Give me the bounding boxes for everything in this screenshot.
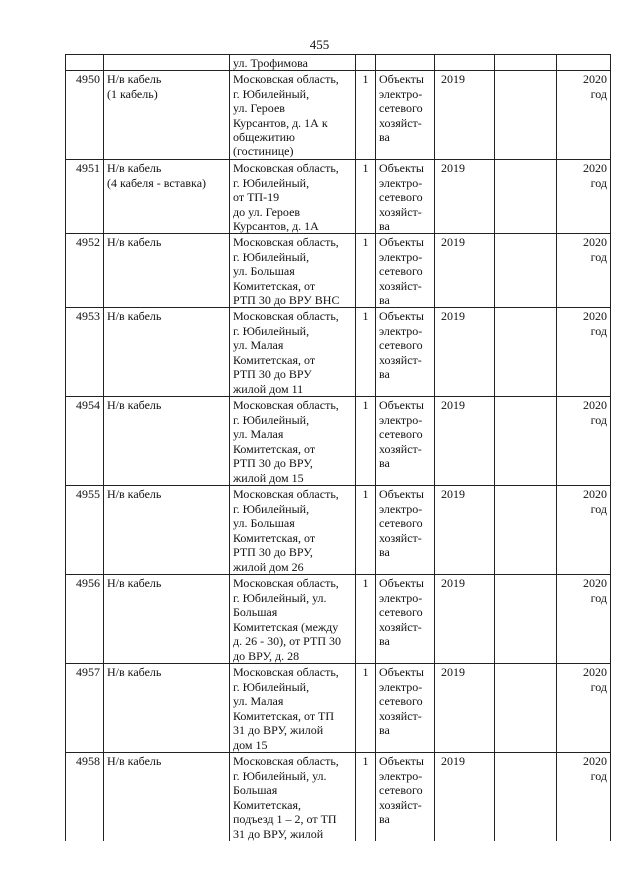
cell-address: Московская область, г. Юбилейный, ул. Героев Курсантов, д. 1А к общежитию (гостинице) (230, 71, 356, 160)
table-row (66, 308, 611, 397)
cell-year: 2019 (435, 397, 495, 486)
cell-year: 2019 (435, 234, 495, 308)
cell-number: 4956 (66, 575, 104, 664)
cell-name: Н/в кабель (104, 753, 230, 842)
cell-number: 4957 (66, 664, 104, 753)
cell-year (435, 55, 495, 71)
table-row (66, 71, 611, 160)
cell-number: 4955 (66, 486, 104, 575)
cell-number: 4953 (66, 308, 104, 397)
cell-term: 2020 год (557, 234, 611, 308)
cell-name: Н/в кабель (104, 486, 230, 575)
cell-blank (495, 234, 557, 308)
cell-number: 4954 (66, 397, 104, 486)
cell-term (557, 55, 611, 71)
cell-term: 2020 год (557, 160, 611, 234)
table-row (66, 397, 611, 486)
cell-name: Н/в кабель (1 кабель) (104, 71, 230, 160)
cell-blank (495, 753, 557, 842)
cell-term: 2020 год (557, 71, 611, 160)
cell-term: 2020 год (557, 397, 611, 486)
table-row-continuation (66, 55, 611, 71)
cell-term: 2020 год (557, 575, 611, 664)
cell-term: 2020 год (557, 486, 611, 575)
cell-year: 2019 (435, 664, 495, 753)
cell-number (66, 55, 104, 71)
cell-quantity: 1 (356, 575, 376, 664)
table-row (66, 753, 611, 842)
cell-year: 2019 (435, 308, 495, 397)
cell-name (104, 55, 230, 71)
cell-kind: Объекты электро- сетевого хозяйст- ва (376, 160, 435, 234)
cell-year: 2019 (435, 575, 495, 664)
cell-kind: Объекты электро- сетевого хозяйст- ва (376, 664, 435, 753)
cell-name: Н/в кабель (104, 575, 230, 664)
cell-address: ул. Трофимова (230, 55, 356, 71)
cell-name: Н/в кабель (104, 234, 230, 308)
cell-blank (495, 397, 557, 486)
table-row (66, 664, 611, 753)
cell-address: Московская область, г. Юбилейный, ул. Малая Комитетская, от РТП 30 до ВРУ, жилой дом 15 (230, 397, 356, 486)
cell-quantity: 1 (356, 308, 376, 397)
cell-kind (376, 55, 435, 71)
cell-number: 4950 (66, 71, 104, 160)
cell-year: 2019 (435, 160, 495, 234)
cell-address: Московская область, г. Юбилейный, от ТП-19 до ул. Героев Курсантов, д. 1А (230, 160, 356, 234)
cell-quantity: 1 (356, 486, 376, 575)
cell-quantity (356, 55, 376, 71)
cell-blank (495, 55, 557, 71)
cell-quantity: 1 (356, 753, 376, 842)
cell-address: Московская область, г. Юбилейный, ул. Большая Комитетская, от РТП 30 до ВРУ, жилой дом 26 (230, 486, 356, 575)
table-row (66, 486, 611, 575)
cell-year: 2019 (435, 71, 495, 160)
cell-kind: Объекты электро- сетевого хозяйст- ва (376, 753, 435, 842)
cell-kind: Объекты электро- сетевого хозяйст- ва (376, 234, 435, 308)
table-row (66, 575, 611, 664)
cell-quantity: 1 (356, 160, 376, 234)
cell-address: Московская область, г. Юбилейный, ул. Большая Комитетская (между д. 26 - 30), от РТП 30 до ВРУ, д. 28 (230, 575, 356, 664)
cell-blank (495, 71, 557, 160)
cell-blank (495, 160, 557, 234)
cell-blank (495, 664, 557, 753)
cell-quantity: 1 (356, 664, 376, 753)
cell-address: Московская область, г. Юбилейный, ул. Большая Комитетская, подъезд 1 – 2, от ТП 31 до ВРУ, жилой (230, 753, 356, 842)
table-row (66, 234, 611, 308)
cell-term: 2020 год (557, 308, 611, 397)
cell-blank (495, 575, 557, 664)
cell-name: Н/в кабель (104, 308, 230, 397)
cell-name: Н/в кабель (4 кабеля - вставка) (104, 160, 230, 234)
cell-quantity: 1 (356, 234, 376, 308)
cell-kind: Объекты электро- сетевого хозяйст- ва (376, 575, 435, 664)
cell-term: 2020 год (557, 664, 611, 753)
cell-quantity: 1 (356, 71, 376, 160)
cell-address: Московская область, г. Юбилейный, ул. Малая Комитетская, от ТП 31 до ВРУ, жилой дом 15 (230, 664, 356, 753)
cell-blank (495, 486, 557, 575)
cell-blank (495, 308, 557, 397)
cell-kind: Объекты электро- сетевого хозяйст- ва (376, 486, 435, 575)
cell-term: 2020 год (557, 753, 611, 842)
cell-quantity: 1 (356, 397, 376, 486)
cell-address: Московская область, г. Юбилейный, ул. Малая Комитетская, от РТП 30 до ВРУ жилой дом 11 (230, 308, 356, 397)
cell-name: Н/в кабель (104, 397, 230, 486)
cell-year: 2019 (435, 753, 495, 842)
table-row (66, 160, 611, 234)
cell-kind: Объекты электро- сетевого хозяйст- ва (376, 71, 435, 160)
cell-name: Н/в кабель (104, 664, 230, 753)
cell-number: 4952 (66, 234, 104, 308)
cell-number: 4951 (66, 160, 104, 234)
cell-kind: Объекты электро- сетевого хозяйст- ва (376, 308, 435, 397)
cell-kind: Объекты электро- сетевого хозяйст- ва (376, 397, 435, 486)
page-number: 455 (309, 37, 330, 52)
cell-address: Московская область, г. Юбилейный, ул. Большая Комитетская, от РТП 30 до ВРУ ВНС (230, 234, 356, 308)
cell-number: 4958 (66, 753, 104, 842)
cell-year: 2019 (435, 486, 495, 575)
registry-table (65, 54, 611, 841)
